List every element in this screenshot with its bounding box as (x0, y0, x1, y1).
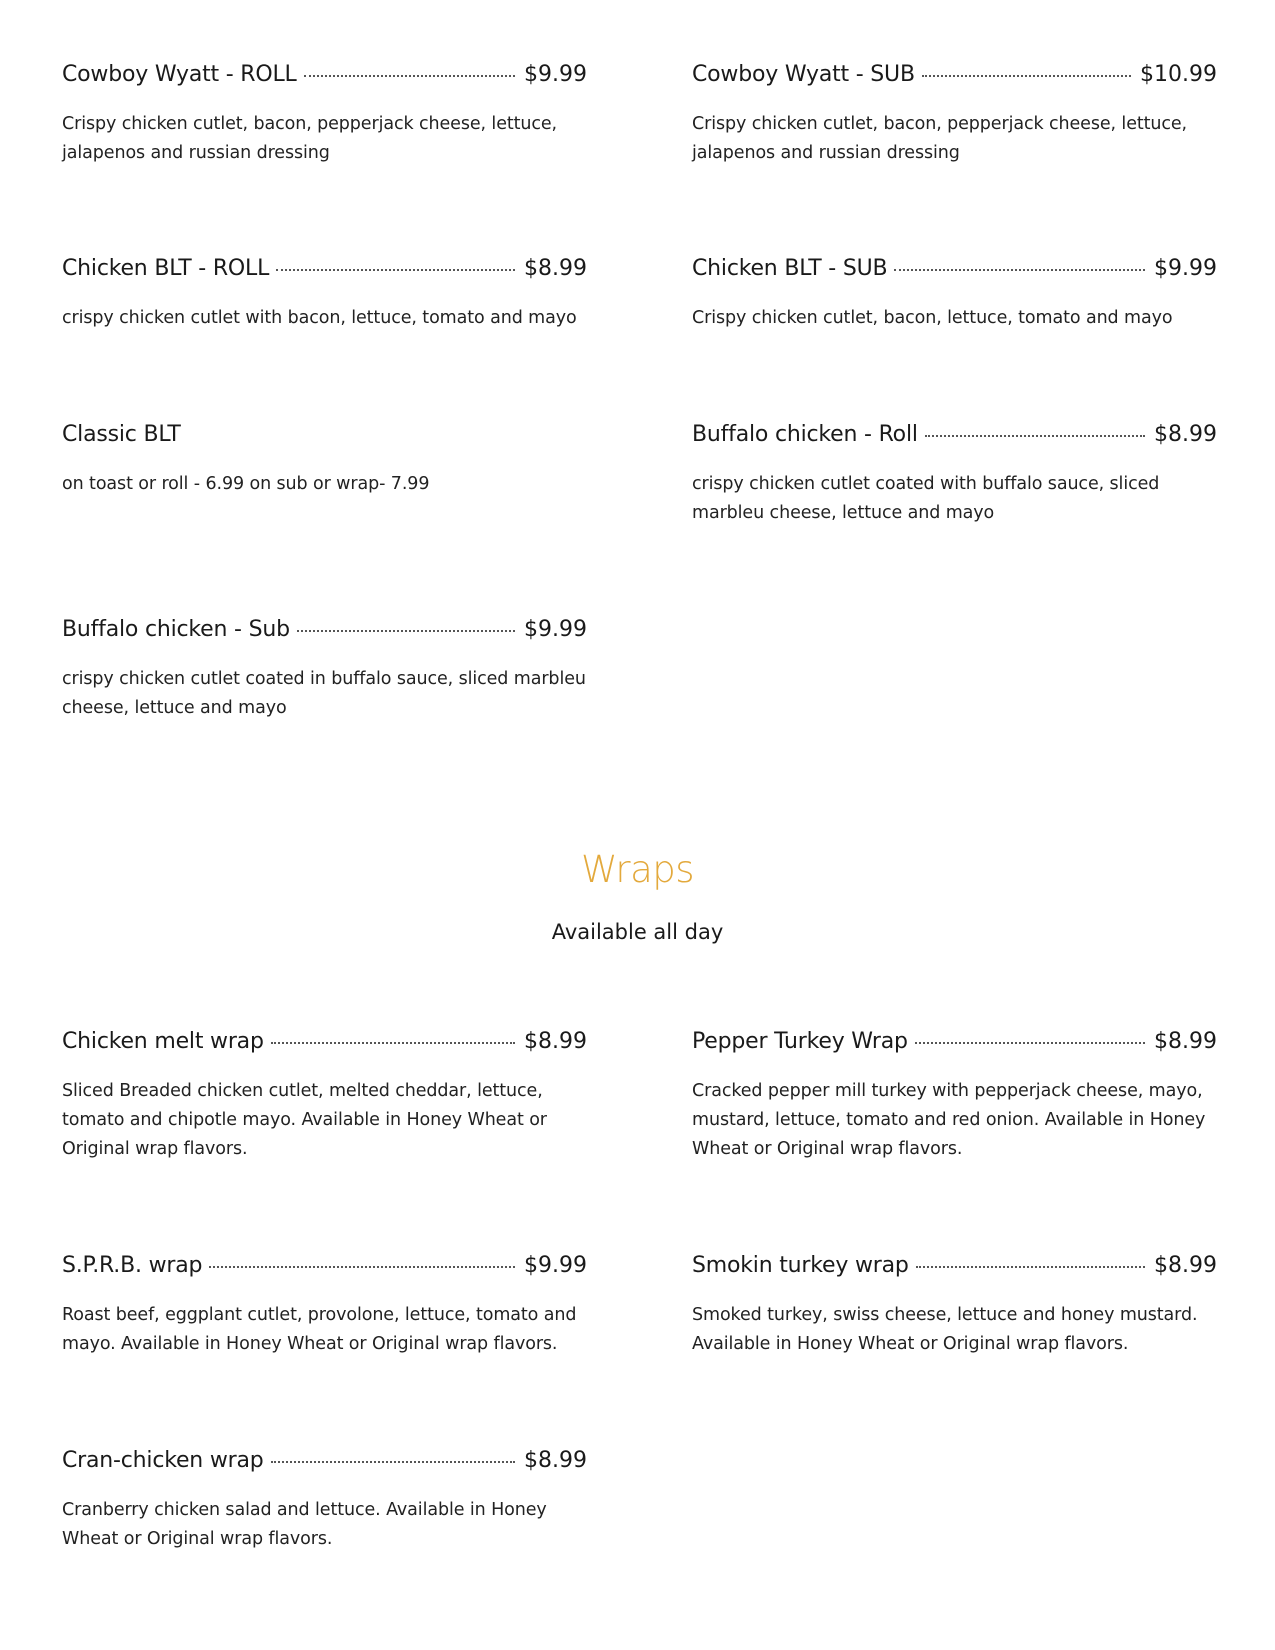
menu-item-name: Classic BLT (62, 422, 181, 447)
menu-item-header (692, 1253, 1217, 1287)
menu-item-chicken-melt-wrap (62, 1029, 587, 1164)
dot-leader (271, 1461, 515, 1463)
dot-leader (209, 1266, 515, 1268)
menu-item-description: Crispy chicken cutlet, bacon, pepperjack cheese, lettuce, jalapenos and russian dressing (62, 114, 558, 163)
menu-item-description: crispy chicken cutlet coated in buffalo sauce, sliced marbleu cheese, lettuce and mayo (62, 669, 586, 718)
menu-item-description: Sliced Breaded chicken cutlet, melted cheddar, lettuce, tomato and chipotle mayo. Available in Honey Wheat or Original wrap flavors. (62, 1081, 547, 1159)
menu-item-price: $8.99 (1154, 1253, 1217, 1278)
menu-item-price: $8.99 (524, 1448, 587, 1473)
menu-item-price: $8.99 (1154, 422, 1217, 447)
menu-item-header (62, 1029, 587, 1063)
menu-item-header (692, 1029, 1217, 1063)
menu-item-name: Cran-chicken wrap (62, 1448, 264, 1473)
menu-item-header (62, 422, 587, 456)
menu-item-pepper-turkey-wrap (692, 1029, 1217, 1164)
menu-item-price: $10.99 (1140, 62, 1217, 87)
menu-item-description: Smoked turkey, swiss cheese, lettuce and honey mustard. Available in Honey Wheat or Original wrap flavors. (692, 1305, 1198, 1354)
dot-leader (916, 1266, 1145, 1268)
menu-item-header (692, 422, 1217, 456)
menu-item-price: $9.99 (1154, 256, 1217, 281)
menu-item-price: $8.99 (524, 256, 587, 281)
menu-item-description: crispy chicken cutlet coated with buffalo sauce, sliced marbleu cheese, lettuce and mayo (692, 474, 1160, 523)
menu-item-cowboy-wyatt-roll (62, 62, 587, 168)
menu-item-header (62, 62, 587, 96)
menu-item-name: S.P.R.B. wrap (62, 1253, 203, 1278)
menu-item-price: $9.99 (524, 1253, 587, 1278)
menu-item-cowboy-wyatt-sub (692, 62, 1217, 168)
menu-item-price: $8.99 (1154, 1029, 1217, 1054)
dot-leader (925, 435, 1145, 437)
dot-leader (188, 435, 578, 437)
menu-item-sprb-wrap (62, 1253, 587, 1359)
dot-leader (304, 75, 515, 77)
menu-item-chicken-blt-roll (62, 256, 587, 333)
menu-item-cran-chicken-wrap (62, 1448, 587, 1554)
menu-item-name: Cowboy Wyatt - ROLL (62, 62, 297, 87)
menu-item-name: Chicken BLT - SUB (692, 256, 888, 281)
menu-item-name: Cowboy Wyatt - SUB (692, 62, 915, 87)
menu-item-name: Buffalo chicken - Sub (62, 617, 290, 642)
menu-item-price: $9.99 (524, 62, 587, 87)
menu-item-description: on toast or roll - 6.99 on sub or wrap- 7.99 (62, 474, 430, 494)
menu-item-name: Chicken melt wrap (62, 1029, 264, 1054)
section-subtitle: Available all day (551, 920, 724, 944)
menu-item-price: $9.99 (524, 617, 587, 642)
dot-leader (271, 1042, 515, 1044)
menu-item-description: Cranberry chicken salad and lettuce. Available in Honey Wheat or Original wrap flavors. (62, 1500, 547, 1549)
dot-leader (922, 75, 1131, 77)
menu-item-header (62, 1448, 587, 1482)
dot-leader (915, 1042, 1145, 1044)
menu-item-header (62, 1253, 587, 1287)
menu-item-name: Buffalo chicken - Roll (692, 422, 918, 447)
section-title-wraps: Wraps (580, 848, 695, 891)
menu-item-buffalo-chicken-roll (692, 422, 1217, 528)
menu-item-classic-blt (62, 422, 587, 499)
dot-leader (894, 269, 1145, 271)
menu-item-name: Smokin turkey wrap (692, 1253, 909, 1278)
menu-item-smokin-turkey-wrap (692, 1253, 1217, 1359)
menu-item-price: $8.99 (524, 1029, 587, 1054)
menu-item-description: Crispy chicken cutlet, bacon, pepperjack cheese, lettuce, jalapenos and russian dressing (692, 114, 1188, 163)
menu-item-header (692, 62, 1217, 96)
menu-item-description: Roast beef, eggplant cutlet, provolone, lettuce, tomato and mayo. Available in Honey Wheat or Original wrap flavors. (62, 1305, 577, 1354)
menu-item-header (62, 256, 587, 290)
menu-item-description: Cracked pepper mill turkey with pepperjack cheese, mayo, mustard, lettuce, tomato and red onion. Available in Honey Wheat or Original wrap flavors. (692, 1081, 1206, 1159)
menu-item-buffalo-chicken-sub (62, 617, 587, 723)
menu-item-header (62, 617, 587, 651)
menu-item-description: crispy chicken cutlet with bacon, lettuce, tomato and mayo (62, 308, 577, 328)
menu-item-name: Chicken BLT - ROLL (62, 256, 270, 281)
dot-leader (297, 630, 515, 632)
menu-item-chicken-blt-sub (692, 256, 1217, 333)
menu-item-name: Pepper Turkey Wrap (692, 1029, 908, 1054)
menu-item-header (692, 256, 1217, 290)
dot-leader (276, 269, 515, 271)
menu-item-description: Crispy chicken cutlet, bacon, lettuce, tomato and mayo (692, 308, 1173, 328)
